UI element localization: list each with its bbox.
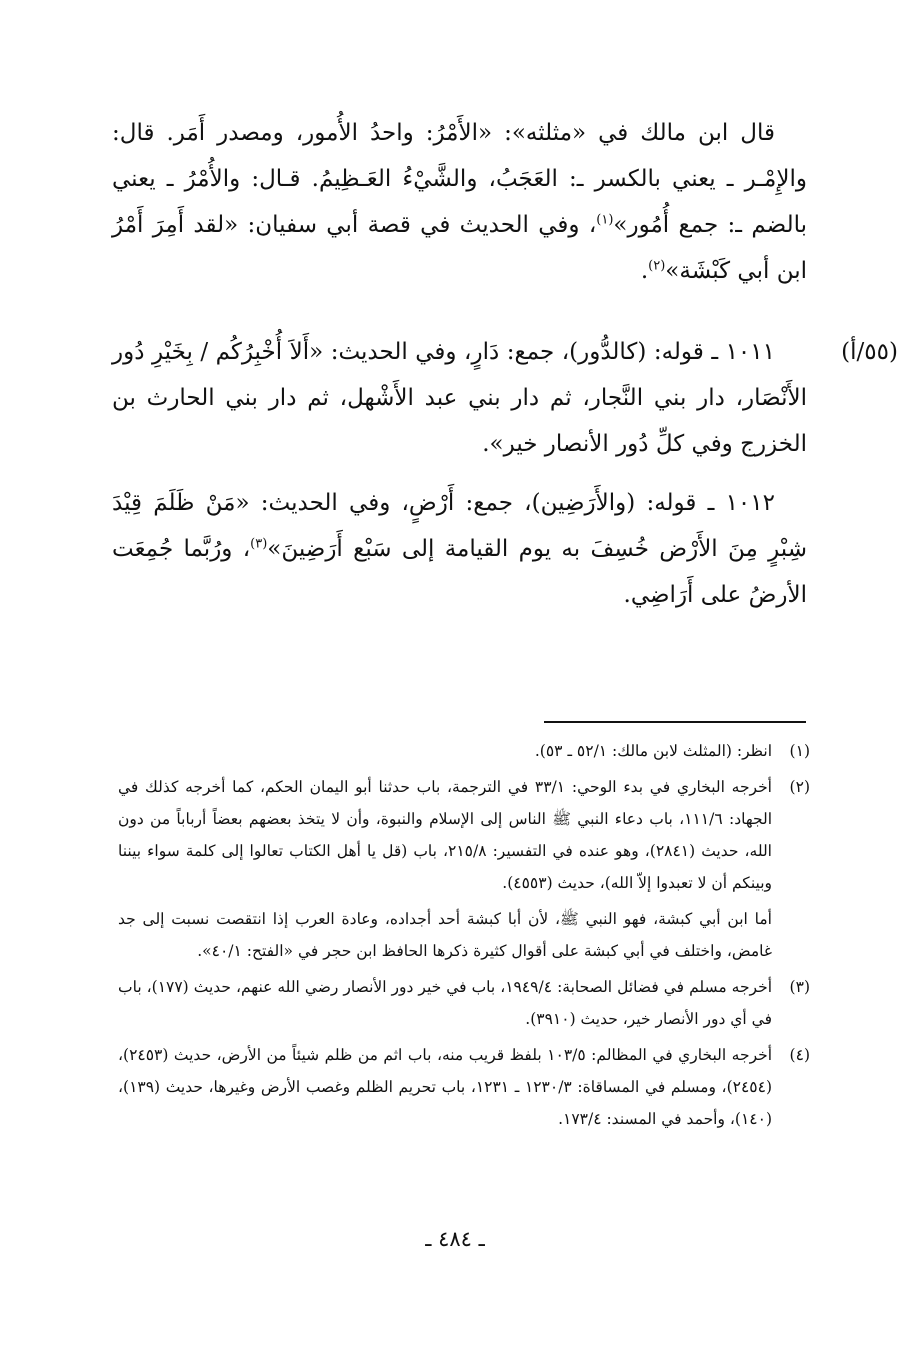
footnote-separator (544, 721, 806, 723)
footnotes (118, 735, 810, 1139)
page-number: ـ ٤٨٤ ـ (425, 1227, 485, 1251)
footnote (118, 1039, 810, 1135)
paragraph-text: ، ورُبَّما جُمِعَت الأرضُ على أَرَاضِي. (112, 536, 807, 608)
footnote-text: أخرجه البخاري في المظالم: ١٠٣/٥ بلفظ قريب منه، باب اثم من ظلم شيئاً من الأرض، حديث (٢٤٥٣)، (٢٤٥٤)، ومسلم في المساقاة: ١٢٣٠/٣ ـ ١٢٣١، باب تحريم الظلم وغصب الأرض وغيرها، حديث (١٣٩)، (١٤٠)، وأحمد في المسند: ١٧٣/٤. (118, 1046, 773, 1128)
footnote-text: أخرجه مسلم في فضائل الصحابة: ١٩٤٩/٤، باب في خير دور الأنصار رضي الله عنهم، حديث (١٧٧)، باب في أي دور الأنصار خير، حديث (٣٩١٠). (118, 978, 772, 1028)
footnote-marker: (٢) (648, 258, 666, 274)
paragraph-text: قال ابن مالك في «مثلثه»: «الأَمْرُ: واحدُ الأُمور، ومصدر أَمَر. قال: والإِمْـر ـ يعني بالكسر ـ: العَجَبُ، والشَّيْءُ العَـظِيمُ. قـال: والأُمْرُ ـ يعني بالضم ـ: جمع أُمُور» (112, 120, 807, 238)
footnote-marker: (٣) (250, 536, 268, 552)
paragraph-end: . (640, 258, 649, 284)
footnote-text: انظر: (المثلث لابن مالك: ٥٢/١ ـ ٥٣). (534, 742, 772, 760)
footnote-marker: (١) (596, 212, 614, 228)
footnote (118, 771, 810, 899)
paragraph-ibn-malik (112, 110, 807, 294)
margin-folio-reference: (٥٥/أ) (841, 339, 898, 365)
footnote-number: (١) (789, 742, 810, 760)
footnote-number: (٢) (789, 778, 810, 796)
footnote-text: أخرجه البخاري في بدء الوحي: ٣٣/١ في الترجمة، باب حدثنا أبو اليمان الحكم، كما أخرجه كذلك في الجهاد: ١١١/٦، باب دعاء النبي ﷺ الناس إلى الإسلام والنبوة، وأن لا يتخذ بعضهم بعضاً أرباباً من دون الله، حديث (٢٨٤١)، وهو عنده في التفسير: ٢١٥/٨، باب (قل يا أهل الكتاب تعالوا إلى كلمة سواء بيننا وبينكم أن لا تعبدوا إلاّ الله)، حديث (٤٥٥٣). (118, 778, 772, 892)
paragraph-entry-1012 (112, 480, 807, 618)
footnote-number: (٤) (789, 1046, 810, 1064)
paragraph-text: ، وفي الحديث في قصة أبي سفيان: «لقد أَمِرَ أَمْرُ ابن أبي كَبْشَة» (112, 212, 807, 284)
footnote-continuation: أما ابن أبي كبشة، فهو النبي ﷺ، لأن أبا كبشة أحد أجداده، وعادة العرب إذا انتقصت نسبت إلى جد غامض، واختلف في أبي كبشة على أقوال كثيرة ذكرها الحافظ ابن حجر في «الفتح: ٤٠/١». (118, 910, 772, 960)
footnote (118, 735, 810, 767)
footnote-number: (٣) (789, 978, 810, 996)
footnote (118, 971, 810, 1035)
paragraph-entry-1011 (112, 329, 807, 467)
paragraph-text: ١٠١٢ ـ قوله: (والأَرَضِين)، جمع: أَرْضٍ، وفي الحديث: «مَنْ ظَلَمَ قِيْدَ شِبْرٍ مِنَ الأَرْض خُسِفَ به يوم القيامة إلى سَبْع أَرَضِينَ» (112, 490, 807, 562)
paragraph-text: ١٠١١ ـ قوله: (كالدُّور)، جمع: دَارٍ، وفي الحديث: «أَلاَ أُخْبِرُكُم / بِخَيْرِ دُور الأَنْصَار، دار بني النَّجار، ثم دار بني عبد الأَشْهل، ثم دار بني الحارث بن الخزرج وفي كلِّ دُور الأنصار خير». (112, 339, 807, 457)
